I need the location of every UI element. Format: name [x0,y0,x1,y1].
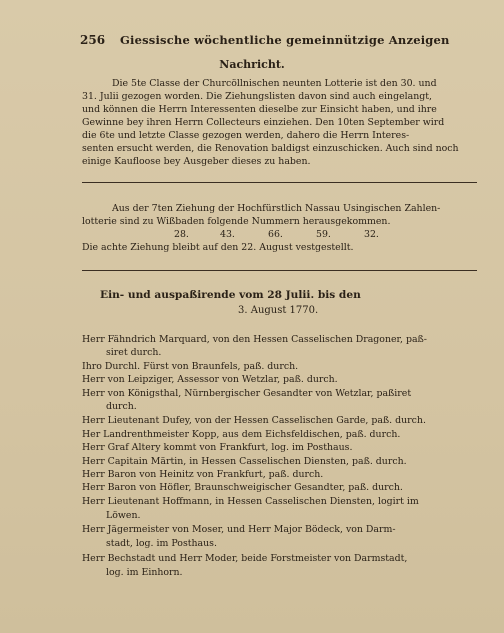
traveler-line: Herr von Königsthal, Nürnbergischer Gesandter von Wetzlar, paßiret [82,388,412,399]
lottery-line: lotterie sind zu Wißbaden folgende Nummern herausgekommen. [82,216,391,227]
traveler-line: log. im Einhorn. [106,567,183,578]
traveler-line: Herr Graf Altery kommt von Frankfurt, log. im Posthaus. [82,442,353,453]
traveler-line: Ihro Durchl. Fürst von Braunfels, paß. durch. [82,361,299,372]
lottery-closing: Die achte Ziehung bleibt auf den 22. August vestgestellt. [82,242,354,253]
lottery-number: 32. [364,229,379,240]
section-subheading: 3. August 1770. [238,305,319,316]
lottery-number: 28. [174,229,189,240]
lottery-numbers [0,229,504,241]
traveler-line: Her Landrenthmeister Kopp, aus dem Eichsfeldischen, paß. durch. [82,429,401,440]
traveler-line: stadt, log. im Posthaus. [106,538,217,549]
traveler-line: Löwen. [106,510,141,521]
traveler-line: Herr Lieutenant Hoffmann, in Hessen Casselischen Diensten, logirt im [82,496,419,507]
traveler-line: Herr von Leipziger, Assessor von Wetzlar, paß. durch. [82,374,338,385]
divider-rule [82,270,477,271]
notice-line: Gewinne bey ihren Herrn Collecteurs einziehen. Den 10ten September wird [82,117,445,128]
page-header [80,33,480,49]
traveler-line: Herr Bechstadt und Herr Moder, beide Forstmeister von Darmstadt, [82,553,408,564]
notice-line: einige Kaufloose bey Ausgeber dieses zu haben. [82,156,311,167]
notice-line: und können die Herrn Interessenten dieselbe zur Einsicht haben, und ihre [82,104,437,115]
traveler-line: Herr Baron von Höfler, Braunschweigischer Gesandter, paß. durch. [82,482,403,493]
traveler-line: durch. [106,401,137,412]
notice-line: die 6te und letzte Classe gezogen werden, dahero die Herrn Interes- [82,130,410,141]
traveler-line: Herr Lieutenant Dufey, von der Hessen Casselischen Garde, paß. durch. [82,415,426,426]
notice-line: 31. Julii gezogen worden. Die Ziehungslisten davon sind auch eingelangt, [82,91,433,102]
lottery-number: 59. [316,229,331,240]
lottery-line: Aus der 7ten Ziehung der Hochfürstlich Nassau Usingischen Zahlen- [112,203,441,214]
traveler-line: Herr Baron von Heinitz von Frankfurt, paß. durch. [82,469,324,480]
page-number: 256 [80,33,106,47]
traveler-line: Herr Fähndrich Marquard, von den Hessen Casselischen Dragoner, paß- [82,334,427,345]
traveler-line: Herr Jägermeister von Moser, und Herr Major Bödeck, von Darm- [82,524,396,535]
running-title: Giessische wöchentliche gemeinnützige Anzeigen [120,33,450,47]
traveler-line: siret durch. [106,347,162,358]
notice-line: Die 5te Classe der Churcöllnischen neunten Lotterie ist den 30. und [112,78,437,89]
traveler-line: Herr Capitain Märtin, in Hessen Casselischen Diensten, paß. durch. [82,456,407,467]
divider-rule [82,182,477,183]
notice-title: Nachricht. [219,58,285,71]
lottery-number: 43. [220,229,235,240]
notice-line: senten ersucht werden, die Renovation baldigst einzuschicken. Auch sind noch [82,143,459,154]
section-heading: Ein- und auspaßirende vom 28 Julii. bis den [100,289,361,301]
lottery-number: 66. [268,229,283,240]
